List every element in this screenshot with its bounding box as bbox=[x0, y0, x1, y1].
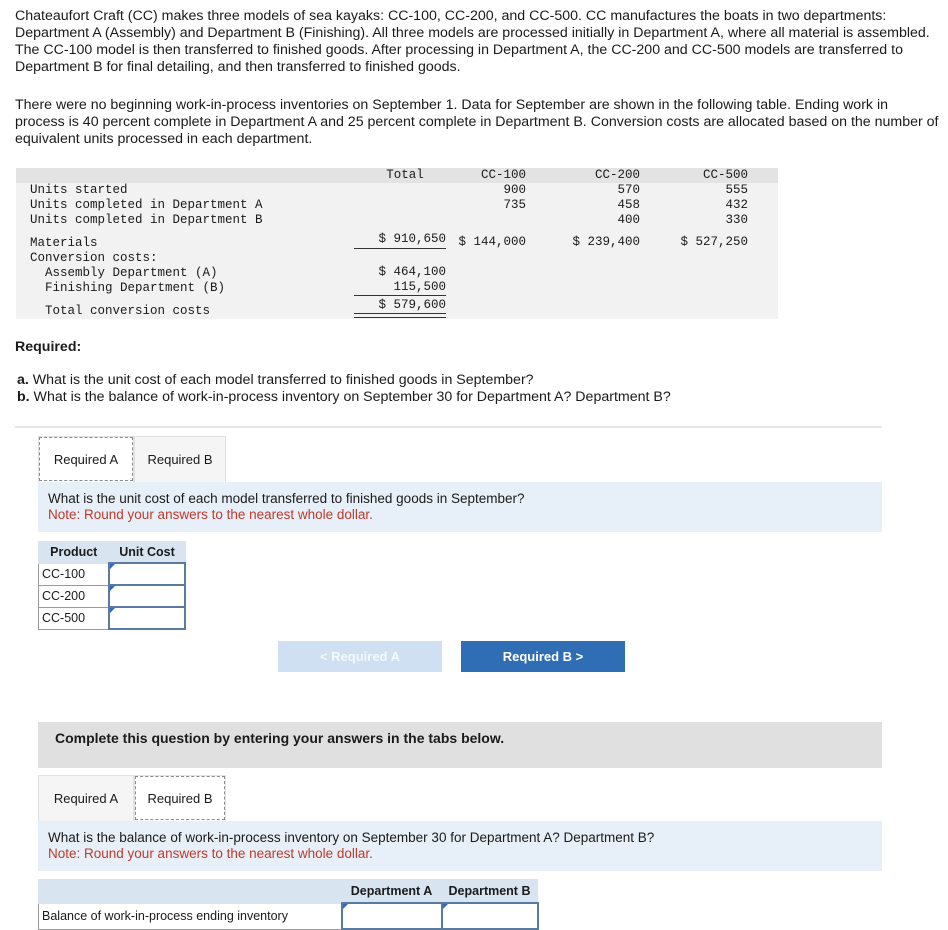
question-b-note: Note: Round your answers to the nearest whole dollar. bbox=[48, 846, 373, 861]
materials-total: $ 910,650 bbox=[378, 232, 446, 246]
finishing-underline bbox=[354, 295, 446, 296]
unit-cost-input-cc500[interactable] bbox=[109, 607, 185, 629]
units-started-cc100: 900 bbox=[503, 183, 526, 197]
wip-input-department-a[interactable] bbox=[342, 903, 442, 929]
units-started-cc200: 570 bbox=[617, 183, 640, 197]
completed-a-cc200: 458 bbox=[617, 198, 640, 212]
intro-paragraph-2: There were no beginning work-in-process inventories on September 1. Data for September are shown in the following table. Ending work in process is 40 percent complete in Department A and 25 percent complete in Department B. Conversion costs are allocated based on the number of equivalent units processed in each department. bbox=[15, 97, 939, 147]
row-label-finishing: Finishing Department (B) bbox=[45, 281, 226, 295]
col-product: Product bbox=[39, 542, 110, 564]
required-a-item bbox=[17, 372, 534, 388]
question-panel-b bbox=[38, 821, 882, 871]
divider bbox=[15, 426, 882, 428]
table-row bbox=[39, 903, 538, 929]
row-label-total-conversion: Total conversion costs bbox=[45, 304, 211, 318]
col-department-b: Department B bbox=[442, 880, 538, 904]
data-table bbox=[16, 168, 778, 319]
required-a-text: What is the unit cost of each model transferred to finished goods in September? bbox=[28, 372, 534, 388]
row-label-completed-a: Units completed in Department A bbox=[30, 198, 263, 212]
row-label-units-started: Units started bbox=[30, 183, 128, 197]
required-title: Required: bbox=[15, 339, 82, 355]
completed-a-cc100: 735 bbox=[503, 198, 526, 212]
wip-balance-table bbox=[38, 879, 539, 930]
question-a-text: What is the unit cost of each model transferred to finished goods in September? bbox=[48, 491, 525, 506]
product-label-cc500: CC-500 bbox=[39, 607, 110, 629]
assembly-total: $ 464,100 bbox=[378, 265, 446, 279]
tab-required-b-2[interactable]: Required B bbox=[134, 775, 226, 821]
materials-cc100: $ 144,000 bbox=[458, 235, 526, 249]
question-b-text: What is the balance of work-in-process inventory on September 30 for Department A? Department B? bbox=[48, 830, 655, 845]
tab-required-b[interactable]: Required B bbox=[134, 436, 226, 482]
header-cc100: CC-100 bbox=[480, 168, 526, 182]
total-conversion-double-underline bbox=[354, 313, 446, 318]
col-unit-cost: Unit Cost bbox=[109, 542, 185, 564]
tab-required-a-2[interactable]: Required A bbox=[38, 775, 134, 821]
table-row bbox=[39, 607, 186, 629]
completed-a-cc500: 432 bbox=[725, 198, 748, 212]
product-label-cc200: CC-200 bbox=[39, 585, 110, 607]
completed-b-cc500: 330 bbox=[725, 213, 748, 227]
row-label-assembly: Assembly Department (A) bbox=[45, 266, 218, 280]
header-cc500: CC-500 bbox=[702, 168, 748, 182]
instruction-text: Complete this question by entering your answers in the tabs below. bbox=[55, 730, 505, 746]
question-panel-a bbox=[38, 482, 882, 532]
unit-cost-table bbox=[38, 541, 186, 630]
required-b-item bbox=[17, 389, 671, 405]
unit-cost-input-cc100[interactable] bbox=[109, 563, 185, 585]
total-conversion-value: $ 579,600 bbox=[378, 298, 446, 312]
row-label-conversion: Conversion costs: bbox=[30, 251, 158, 265]
row-label-completed-b: Units completed in Department B bbox=[30, 213, 263, 227]
completed-b-cc200: 400 bbox=[617, 213, 640, 227]
table-row bbox=[39, 585, 186, 607]
next-required-b-button[interactable]: Required B > bbox=[461, 641, 625, 672]
wip-row-label: Balance of work-in-process ending inventory bbox=[39, 903, 342, 929]
required-b-prefix: b. bbox=[17, 389, 30, 405]
materials-cc500: $ 527,250 bbox=[680, 235, 748, 249]
prev-required-a-button[interactable]: < Required A bbox=[278, 641, 442, 672]
col-department-a: Department A bbox=[342, 880, 442, 904]
instruction-bar bbox=[38, 722, 882, 768]
units-started-cc500: 555 bbox=[725, 183, 748, 197]
col-blank bbox=[39, 880, 342, 904]
table-row bbox=[39, 563, 186, 585]
materials-cc200: $ 239,400 bbox=[572, 235, 640, 249]
header-cc200: CC-200 bbox=[594, 168, 640, 182]
header-total: Total bbox=[386, 168, 424, 182]
finishing-total: 115,500 bbox=[393, 280, 446, 294]
materials-underline bbox=[354, 248, 446, 249]
unit-cost-input-cc200[interactable] bbox=[109, 585, 185, 607]
required-a-prefix: a. bbox=[17, 372, 29, 388]
intro-paragraph-1: Chateaufort Craft (CC) makes three models of sea kayaks: CC-100, CC-200, and CC-500. CC manufactures the boats in two departments: Department A (Assembly) and Department B (Finishing). All three models are processed initially in Department A, where all material is assembled. The CC-100 model is then transferred to finished goods. After processing in Department A, the CC-200 and CC-500 models are transferred to Department B for final detailing, and then transferred to finished goods. bbox=[15, 8, 930, 75]
row-label-materials: Materials bbox=[30, 236, 98, 250]
question-a-note: Note: Round your answers to the nearest whole dollar. bbox=[48, 507, 373, 522]
tab-required-a[interactable]: Required A bbox=[38, 436, 134, 482]
wip-input-department-b[interactable] bbox=[442, 903, 538, 929]
product-label-cc100: CC-100 bbox=[39, 563, 110, 585]
required-b-text: What is the balance of work-in-process inventory on September 30 for Department A? Department B? bbox=[29, 389, 671, 405]
